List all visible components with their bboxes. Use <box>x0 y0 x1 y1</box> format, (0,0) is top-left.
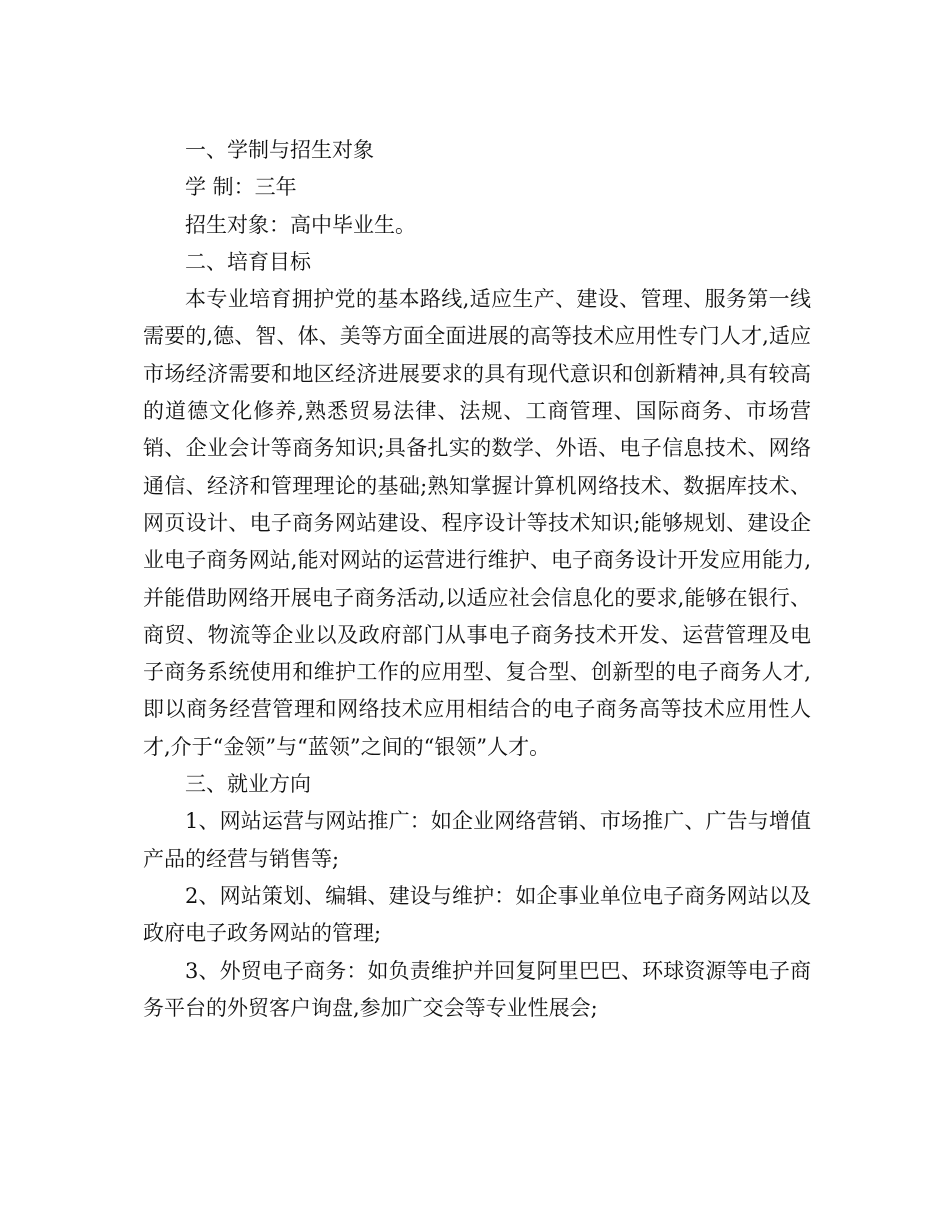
employment-item-3: 3、外贸电子商务：如负责维护并回复阿里巴巴、环球资源等电子商务平台的外贸客户询盘,参加广交会等专业性展会; <box>143 958 811 1020</box>
training-goals-paragraph: 本专业培育拥护党的基本路线,适应生产、建设、管理、服务第一线需要的,德、智、体、美等方面全面进展的高等技术应用性专门人才,适应市场经济需要和地区经济进展要求的具有现代意识和创新精神,具有较高的道德文化修养,熟悉贸易法律、法规、工商管理、国际商务、市场营销、企业会计等商务知识;具备扎实的数学、外语、电子信息技术、网络通信、经济和管理理论的基础;熟知掌握计算机网络技术、数据库技术、网页设计、电子商务网站建设、程序设计等技术知识;能够规划、建设企业电子商务网站,能对网站的运营进行维护、电子商务设计开发应用能力,并能借助网络开展电子商务活动,以适应社会信息化的要求,能够在银行、商贸、物流等企业以及政府部门从事电子商务技术开发、运营管理及电子商务系统使用和维护工作的应用型、复合型、创新型的电子商务人才,即以商务经营管理和网络技术应用相结合的电子商务高等技术应用性人才,介于“金领”与“蓝领”之间的“银领”人才。 <box>143 287 811 759</box>
document-body <box>143 132 811 1027</box>
employment-item-1: 1、网站运营与网站推广：如企业网络营销、市场推广、广告与增值产品的经营与销售等; <box>143 809 811 871</box>
employment-item-2: 2、网站策划、编辑、建设与维护：如企事业单位电子商务网站以及政府电子政务网站的管理; <box>143 883 811 946</box>
section-heading-schooling: 一、学制与招生对象 <box>185 138 374 162</box>
schooling-duration: 学 制：三年 <box>185 175 297 200</box>
section-heading-training-goals: 二、培育目标 <box>185 249 311 274</box>
section-heading-employment: 三、就业方向 <box>185 772 311 797</box>
enrollment-target: 招生对象：高中毕业生。 <box>185 212 416 237</box>
